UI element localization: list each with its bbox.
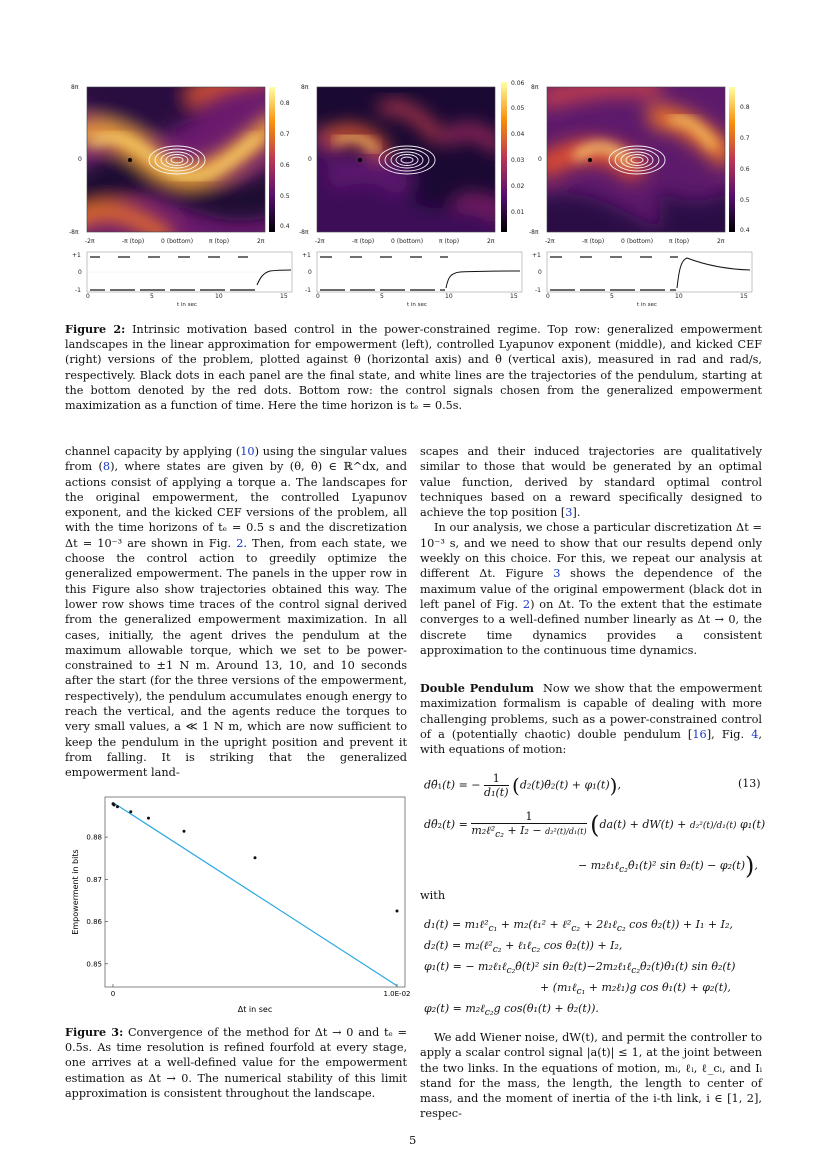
heatmap-empowerment — [60, 80, 290, 240]
y-tick: 0 — [78, 156, 82, 163]
colorbar-tick: 0.05 — [511, 105, 525, 112]
x-tick: -π (top) — [122, 238, 145, 245]
colorbar-tick: 0.03 — [511, 157, 525, 164]
x-tick: 15 — [280, 293, 288, 300]
figure-ref-link[interactable]: 2 — [522, 597, 531, 611]
with-text: with — [420, 889, 446, 902]
colorbar-tick: 0.02 — [511, 183, 525, 190]
citation-link[interactable]: 16 — [692, 727, 707, 741]
x-axis-label: t in sec — [637, 302, 657, 308]
x-axis-label: t in sec — [177, 302, 197, 308]
figure-ref-link[interactable]: 3 — [553, 567, 561, 581]
x-tick: 2π — [487, 238, 495, 245]
y-tick: +1 — [72, 252, 81, 259]
x-tick: 0 — [86, 293, 90, 300]
x-tick: 10 — [215, 293, 223, 300]
colorbar-tick: 0.6 — [740, 166, 750, 173]
wiener-noise-paragraph: We add Wiener noise, dW(t), and permit the controller to apply a scalar control signal |a(t)| ≤ 1, at the joint between the two links. In the equations of motion, mᵢ, ℓᵢ, ℓ_cᵢ, and Iᵢ stand for the mass, the length, the length to center of mass, and the moment of inertia of the i-th link, i ∈ [1, 2], respec- — [420, 1031, 762, 1121]
data-point — [116, 805, 119, 808]
figure-ref-link[interactable]: 4 — [751, 727, 759, 741]
y-tick: 0 — [538, 156, 542, 163]
data-point — [183, 830, 186, 833]
y-tick-label: 0.87 — [86, 875, 102, 884]
final-state-dot — [128, 158, 132, 162]
x-tick: 15 — [510, 293, 518, 300]
figure-3 — [65, 792, 410, 1020]
page-number: 5 — [409, 1133, 417, 1147]
figure-ref-link[interactable]: 2 — [236, 536, 244, 550]
caption-label: Figure 2: — [65, 322, 126, 336]
paragraph: scapes and their induced trajectories are qualitatively similar to those that would be generated by an optimal value function, derived by standard optimal control techniques based on a reward specifically designed to achieve the top position [3]. — [420, 445, 762, 520]
final-state-dot — [358, 158, 362, 162]
x-tick: 0 (bottom) — [391, 238, 424, 245]
data-point — [396, 910, 399, 913]
x-tick: 15 — [740, 293, 748, 300]
x-tick: 5 — [380, 293, 384, 300]
x-tick: π (top) — [669, 238, 690, 245]
data-point — [147, 817, 150, 820]
x-tick: -2π — [85, 238, 95, 245]
y-tick: -8π — [69, 229, 79, 236]
figure-2-heatmaps — [60, 80, 770, 315]
double-pendulum-paragraph: Double Pendulum Now we show that the empowerment maximization formalism is capable of dealing with more challenging problems, such as a power-constrained control of a (potentially chaotic) double pendulum [16], Fig. 4, with equations of motion: — [420, 681, 762, 757]
x-tick-label: 0 — [110, 990, 116, 998]
y-tick: 0 — [538, 269, 542, 276]
x-tick: 5 — [610, 293, 614, 300]
colorbar-tick: 0.7 — [740, 135, 750, 142]
y-tick: -8π — [299, 229, 309, 236]
colorbar-tick: 0.4 — [280, 223, 290, 230]
y-tick-label: 0.86 — [86, 918, 102, 927]
figure-2 — [60, 80, 770, 315]
left-column-text — [65, 444, 407, 781]
control-plot-3 — [547, 252, 752, 292]
equation-number: (13) — [738, 777, 761, 790]
colorbar-tick: 0.5 — [280, 193, 290, 200]
x-tick: -π (top) — [352, 238, 375, 245]
y-tick: +1 — [532, 252, 541, 259]
x-tick: 2π — [717, 238, 725, 245]
x-tick: π (top) — [439, 238, 460, 245]
caption-label: Figure 3: — [65, 1025, 124, 1039]
y-tick: -1 — [75, 287, 81, 294]
section-heading: Double Pendulum — [420, 681, 534, 695]
x-axis-label: Δt in sec — [237, 1005, 273, 1014]
y-tick: -1 — [305, 287, 311, 294]
equation-ref-link[interactable]: 10 — [240, 445, 255, 458]
x-tick: 0 (bottom) — [161, 238, 194, 245]
colorbar-tick: 0.5 — [740, 197, 750, 204]
equation-ref-link[interactable]: 8 — [102, 460, 111, 474]
y-tick: -8π — [529, 229, 539, 236]
colorbar-tick: 0.6 — [280, 162, 290, 169]
colorbar-tick: 0.7 — [280, 131, 290, 138]
figure-3-caption — [65, 1025, 407, 1101]
y-tick: 0 — [308, 269, 312, 276]
y-tick: 8π — [71, 84, 79, 91]
x-tick: -2π — [315, 238, 325, 245]
control-plot-2 — [317, 252, 522, 292]
paragraph: channel capacity by applying (10) using the singular values from (8), where states are given by (θ, θ̇) ∈ ℝ^dx, and actions consist of applying a torque a. The landscapes for the original empowerment, the controlled Lyapunov exponent, and the kicked CEF versions of the problem, all with the time horizons of tₑ = 0.5 s and the discretization Δt = 10⁻³ are shown in Fig. 2. Then, from each state, we choose the control action to greedily optimize the generalized empowerment. The panels in the upper row in this Figure also show trajectories obtained this way. The lower row shows time traces of the control signal derived from the generalized empowerment maximization. In all cases, initially, the agent drives the pendulum at the maximum allowable torque, which we set to be power-constrained to ±1 N m. Around 13, 10, and 10 seconds after the start (for the three versions of the empowerment, respectively), the pendulum accumulates enough energy to reach the vertical, and the agents reduce the torques to very small values, a ≪ 1 N m, which are now sufficient to keep the pendulum in the upright position and prevent it from falling. It is striking that the generalized empowerment land- — [65, 445, 407, 780]
x-tick: 10 — [445, 293, 453, 300]
x-tick: -2π — [545, 238, 555, 245]
colorbar-tick: 0.4 — [740, 227, 750, 234]
y-tick: 8π — [531, 84, 539, 91]
x-tick-label: 1.0E-02 — [383, 990, 410, 998]
x-tick: 10 — [675, 293, 683, 300]
caption-text: Convergence of the method for Δt → 0 and tₑ = 0.5s. As time resolution is refined fourfold at every stage, one arrives at a well-defined value for the empowerment estimation as Δt → 0. The numerical stability of this limit approximation is consistent throughout the landscape. — [65, 1026, 407, 1100]
x-axis-label: t in sec — [407, 302, 427, 308]
y-tick: 0 — [308, 156, 312, 163]
caption-text: Intrinsic motivation based control in the power-constrained regime. Top row: generalized empowerment landscapes in the linear approximation for empowerment (left), controlled Lyapunov exponent (middle), and kicked CEF (right) versions of the problem, plotted against θ (horizontal axis) and θ̇ (vertical axis), measured in rad and rad/s, respectively. Black dots in each panel are the final state, and white lines are the trajectories of the pendulum, starting at the bottom denoted by the red dots. Bottom row: the control signals chosen from the generalized empowerment maximization as a function of time. Here the time horizon is tₑ = 0.5s. — [65, 323, 762, 413]
colorbar-tick: 0.8 — [280, 100, 290, 107]
data-point — [254, 856, 257, 859]
final-state-dot — [588, 158, 592, 162]
figure-2-caption — [65, 322, 762, 413]
y-tick: 8π — [301, 84, 309, 91]
x-tick: 2π — [257, 238, 265, 245]
y-tick: 0 — [78, 269, 82, 276]
x-tick: 5 — [150, 293, 154, 300]
x-tick: -π (top) — [582, 238, 605, 245]
data-point — [113, 804, 116, 807]
colorbar-tick: 0.01 — [511, 209, 525, 216]
paragraph: In our analysis, we chose a particular discretization Δt = 10⁻³ s, and we need to show that our results depend only weekly on this choice. For this, we repeat our analysis at different Δt. Figure 3 shows the dependence of the maximum value of the original empowerment (black dot in left panel of Fig. 2) on Δt. To the extent that the estimate converges to a well-defined number linearly as Δt → 0, the discrete time dynamics provides a consistent approximation to the continuous time dynamics. — [420, 521, 762, 657]
colorbar — [501, 82, 507, 232]
plot-area — [105, 797, 405, 987]
citation-link[interactable]: 3 — [565, 506, 573, 520]
y-tick-label: 0.85 — [86, 960, 102, 969]
y-tick: -1 — [535, 287, 541, 294]
colorbar — [269, 87, 275, 232]
x-tick: 0 (bottom) — [621, 238, 654, 245]
x-tick: 0 — [546, 293, 550, 300]
right-column-text — [420, 444, 762, 658]
x-tick: π (top) — [209, 238, 230, 245]
heatmap-lyapunov — [300, 87, 510, 250]
y-tick-label: 0.88 — [86, 833, 102, 842]
y-axis-label: Empowerment in bits — [71, 849, 80, 935]
x-tick: 0 — [316, 293, 320, 300]
data-point — [129, 810, 132, 813]
figure-3-chart — [65, 792, 410, 1020]
colorbar — [729, 87, 735, 232]
colorbar-tick: 0.04 — [511, 131, 525, 138]
colorbar-tick: 0.06 — [511, 80, 525, 87]
control-plot-1 — [87, 252, 292, 292]
colorbar-tick: 0.8 — [740, 104, 750, 111]
y-tick: +1 — [302, 252, 311, 259]
